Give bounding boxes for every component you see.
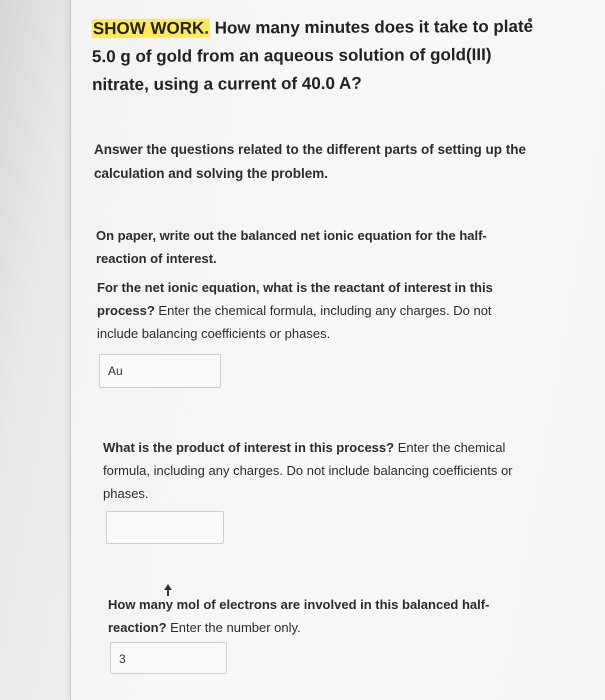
paper-step-text: On paper, write out the balanced net ionic equation for the half-reaction of interest.: [96, 228, 487, 266]
reactant-answer-input[interactable]: Au: [99, 354, 221, 388]
main-question: [92, 13, 537, 99]
electrons-question: [108, 593, 528, 639]
product-question-rest: Enter the chemical formula, including any charges. Do not include balancing coefficients or phases.: [103, 440, 513, 501]
reactant-question-bold: For the net ionic equation, what is the reactant of interest in this process?: [97, 280, 493, 318]
show-work-highlight: SHOW WORK.: [92, 18, 210, 39]
main-question-text: How many minutes does it take to plate 5.0 g of gold from an aqueous solution of gold(III) nitrate, using a current of 40.0 A?: [91, 16, 534, 95]
product-question: [103, 436, 533, 505]
product-question-bold: What is the product of interest in this process?: [103, 440, 395, 455]
reactant-question: [97, 276, 527, 345]
reactant-question-rest: Enter the chemical formula, including any charges. Do not include balancing coefficients or phases.: [97, 303, 492, 341]
electrons-question-rest: Enter the number only.: [166, 620, 301, 635]
electrons-answer-input[interactable]: 3: [110, 642, 227, 674]
instruction-text: Answer the questions related to the different parts of setting up the calculation and solving the problem.: [94, 142, 527, 181]
electrons-question-bold: How many mol of electrons are involved in this balanced half-reaction?: [108, 597, 490, 635]
product-answer-input[interactable]: [106, 511, 224, 544]
